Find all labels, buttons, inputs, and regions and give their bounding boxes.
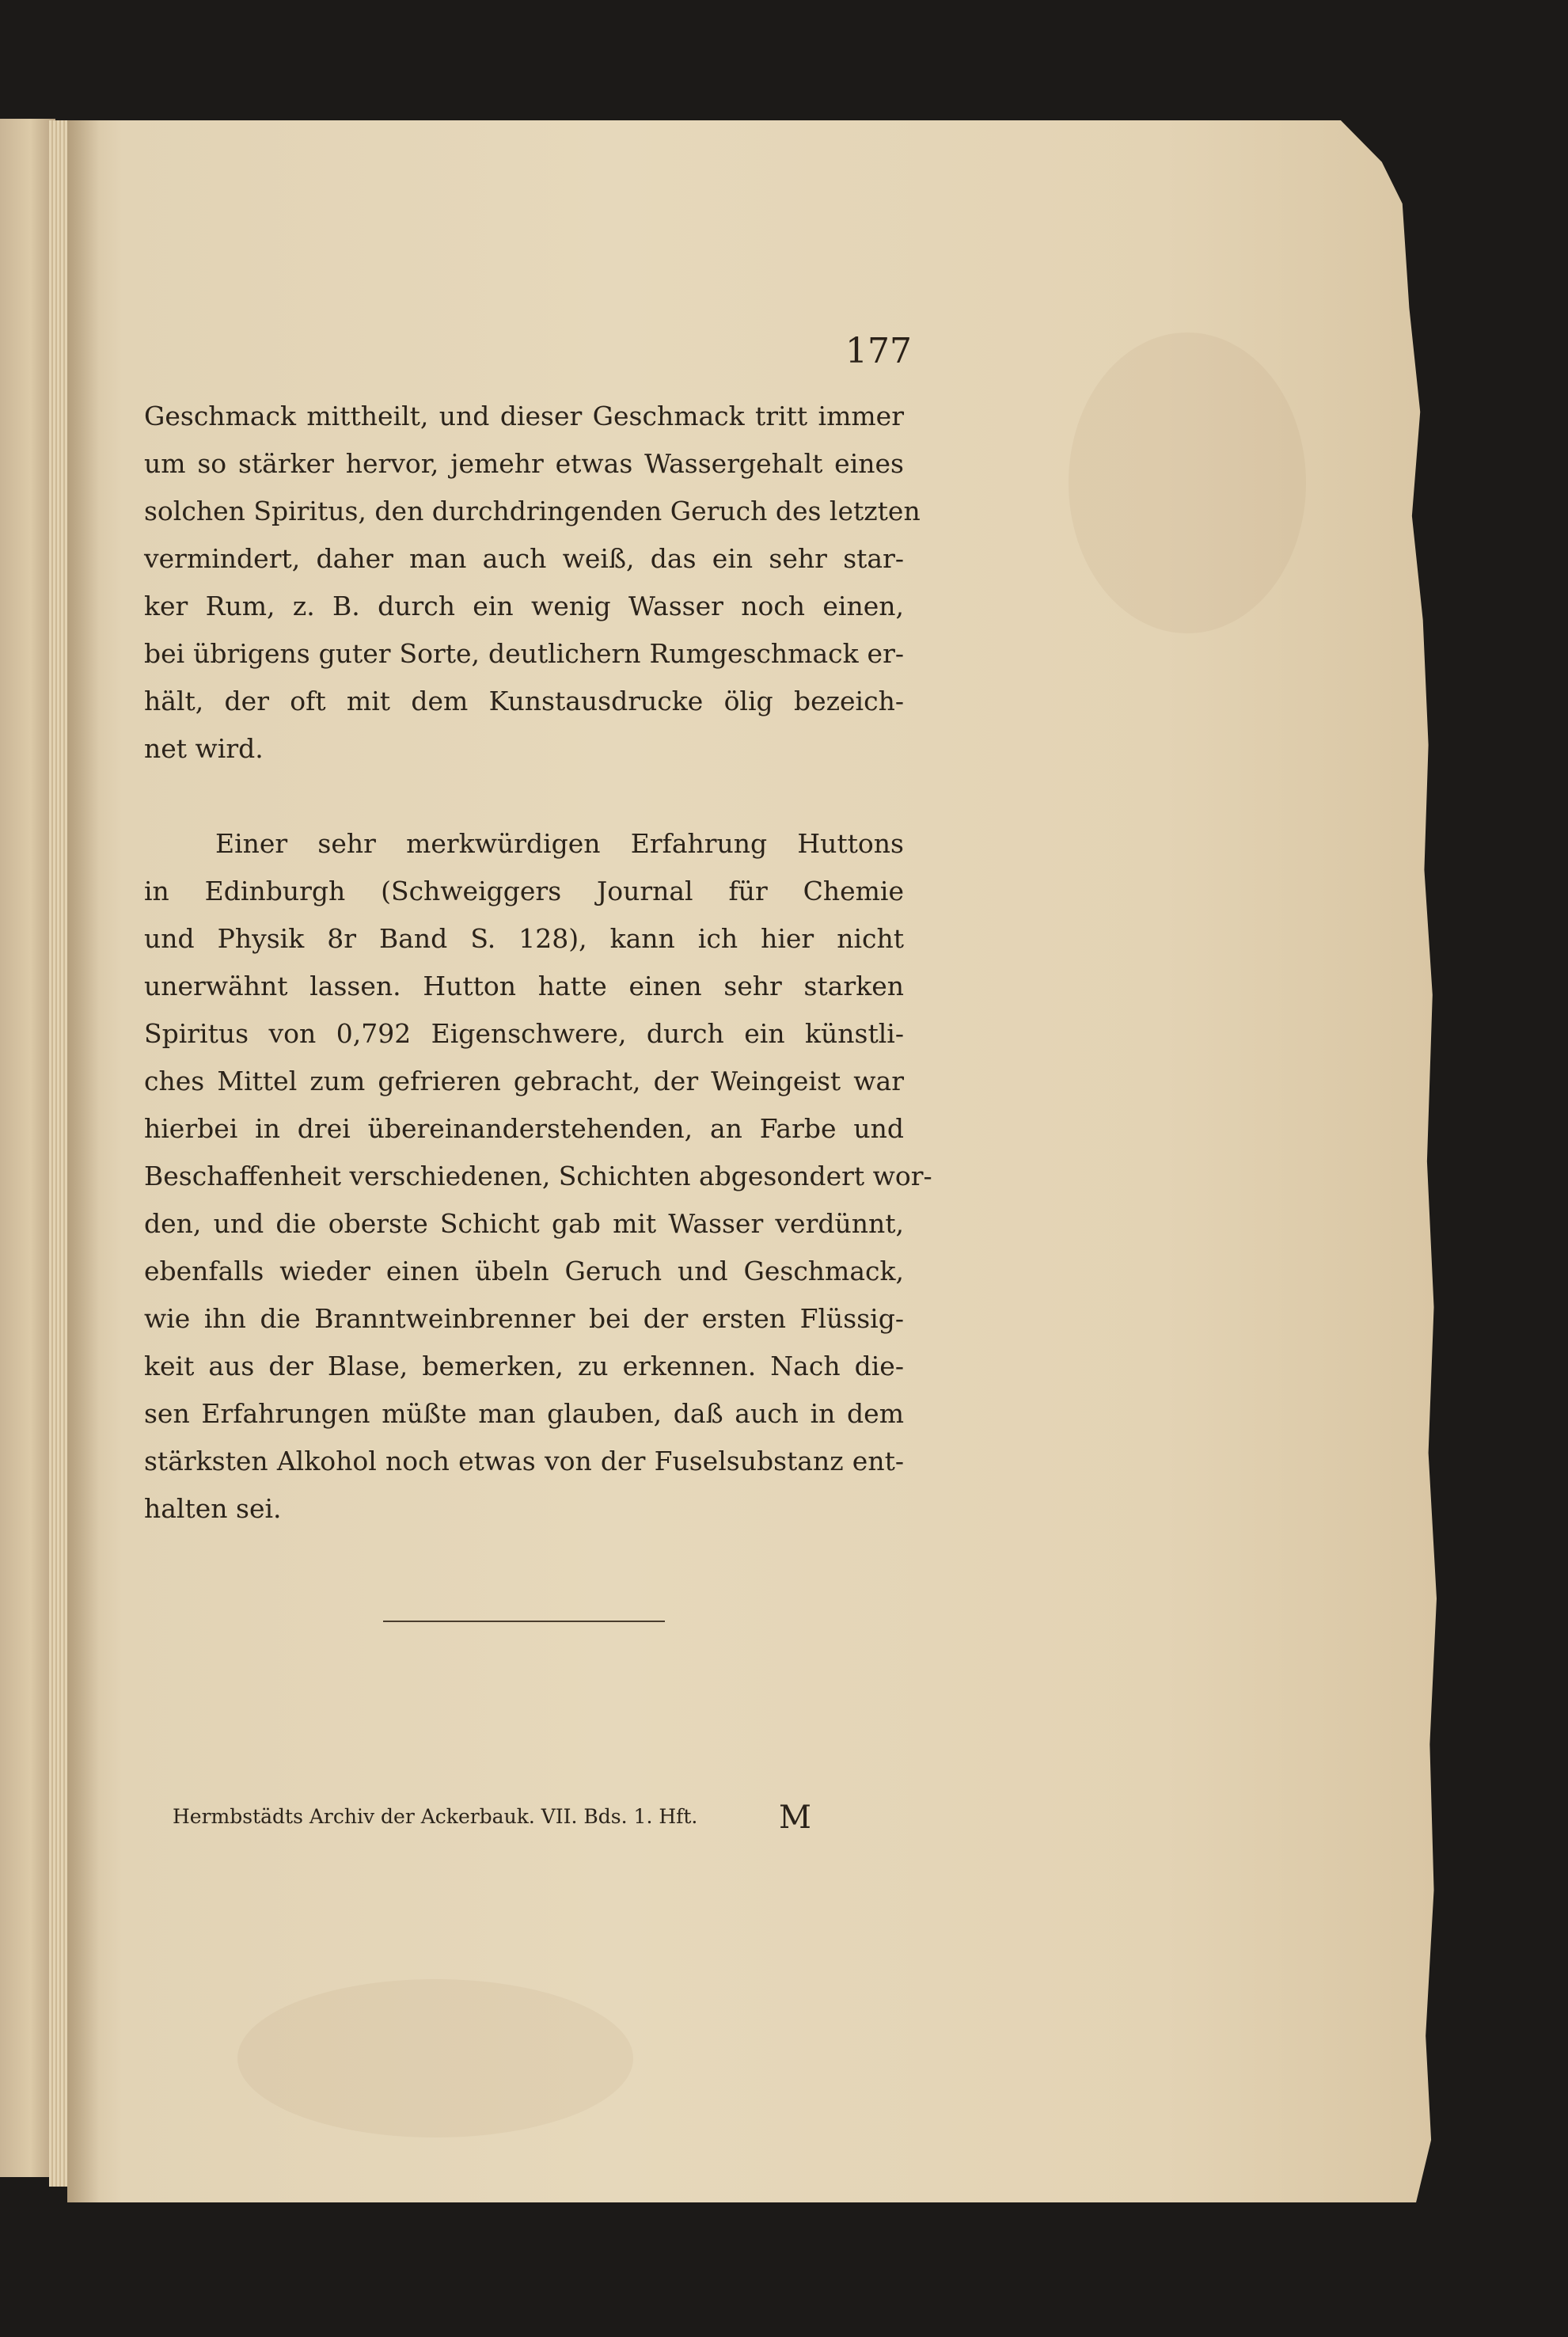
text-line: Geschmack mittheilt, und dieser Geschmack tritt immer [144, 401, 904, 431]
text-line: um so stärker hervor, jemehr etwas Wassergehalt eines [144, 448, 904, 479]
text-line: stärksten Alkohol noch etwas von der Fuselsubstanz ent- [144, 1446, 904, 1476]
text-line: keit aus der Blase, bemerken, zu erkennen. Nach die- [144, 1351, 904, 1381]
paragraph-2 [144, 820, 932, 1533]
text-line: Einer sehr merkwürdigen Erfahrung Huttons [215, 828, 904, 859]
signature-mark: M [779, 1799, 811, 1836]
text-line: sen Erfahrungen müßte man glauben, daß auch in dem [144, 1398, 904, 1429]
text-line: und Physik 8r Band S. 128), kann ich hier nicht [144, 923, 904, 954]
footer-signature: Hermbstädts Archiv der Ackerbauk. VII. Bds. 1. Hft. [173, 1805, 698, 1828]
left-page-edge [0, 119, 55, 2177]
text-line: ches Mittel zum gefrieren gebracht, der Weingeist war [144, 1066, 904, 1096]
text-line: solchen Spiritus, den durchdringenden Geruch des letzten [144, 496, 921, 526]
section-rule [383, 1621, 665, 1622]
text-line: hält, der oft mit dem Kunstausdrucke ölig bezeich- [144, 686, 904, 716]
text-line: in Edinburgh (Schweiggers Journal für Chemie [144, 876, 904, 906]
text-line: wie ihn die Branntweinbrenner bei der ersten Flüssig- [144, 1303, 904, 1334]
paper-stain [237, 1979, 633, 2138]
text-line: Beschaffenheit verschiedenen, Schichten abgesondert wor- [144, 1161, 932, 1191]
text-line: hierbei in drei übereinanderstehenden, an Farbe und [144, 1113, 904, 1144]
paragraph-gap [144, 773, 904, 820]
paragraph-1 [144, 393, 921, 773]
page-number: 177 [845, 331, 912, 371]
gutter-shadow [67, 120, 99, 2202]
text-line: unerwähnt lassen. Hutton hatte einen sehr starken [144, 971, 904, 1001]
text-line: ker Rum, z. B. durch ein wenig Wasser noch einen, [144, 591, 904, 621]
text-line: bei übrigens guter Sorte, deutlichern Rumgeschmack er- [144, 638, 904, 669]
text-line: net wird. [144, 733, 264, 764]
text-line: den, und die oberste Schicht gab mit Wasser verdünnt, [144, 1208, 904, 1239]
paper-stain [1069, 332, 1306, 633]
text-line: halten sei. [144, 1493, 282, 1524]
text-line: Spiritus von 0,792 Eigenschwere, durch ein künstli- [144, 1018, 904, 1049]
body-text [144, 393, 932, 1533]
text-line: vermindert, daher man auch weiß, das ein sehr star- [144, 543, 904, 574]
text-line: ebenfalls wieder einen übeln Geruch und Geschmack, [144, 1256, 904, 1286]
